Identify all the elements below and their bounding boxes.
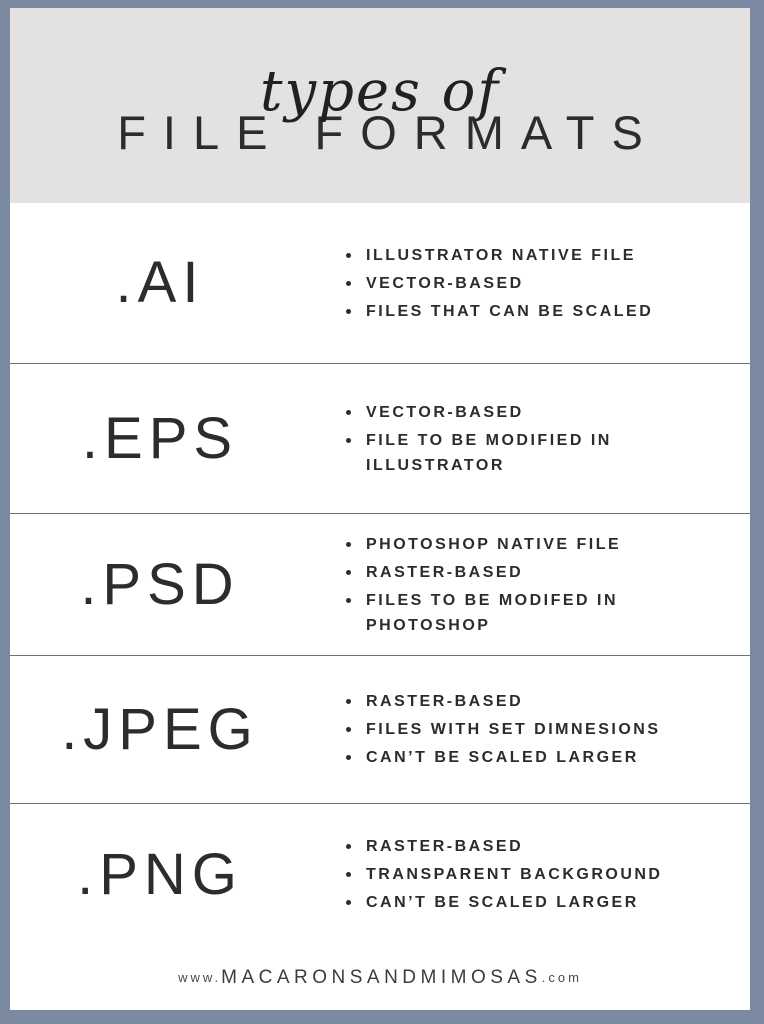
bullet-item [344,745,710,770]
bullet-item [344,428,710,478]
bullet-text: ILLUSTRATOR NATIVE FILE [366,246,636,264]
bullet-dot-icon [346,727,351,732]
bullet-item [344,560,710,585]
bullet-item [344,532,710,557]
bullet-item [344,890,710,915]
bullet-text: FILES WITH SET DIMNESIONS [366,721,661,738]
bullet-text: RASTER-BASED [366,838,524,855]
format-row-psd [10,513,750,655]
script-title: types of [259,59,501,125]
format-row-eps [10,363,750,513]
bullet-text: VECTOR-BASED [366,403,524,421]
bullet-dot-icon [346,281,351,286]
bullet-dot-icon [346,598,351,603]
bullet-dot-icon [346,900,351,905]
format-row-jpeg [10,655,750,803]
format-extension-jpeg: .JPEG [61,696,259,762]
bullet-item [344,834,710,859]
bullet-item [344,717,710,742]
bullet-text: CAN’T BE SCALED LARGER [366,894,639,911]
bullet-dot-icon [346,844,351,849]
bullet-text: FILE TO BE MODIFIED IN ILLUSTRATOR [366,431,612,474]
footer [10,945,750,1010]
bullet-text: VECTOR-BASED [366,274,524,292]
bullet-item [344,862,710,887]
bullet-dot-icon [346,755,351,760]
format-row-ai [10,203,750,363]
bullet-text: CAN’T BE SCALED LARGER [366,749,639,766]
bullet-item [344,271,710,296]
footer-url-suffix: .com [541,970,582,985]
format-bullets-psd [310,529,710,641]
footer-url-prefix: www. [178,970,222,985]
bullet-dot-icon [346,570,351,575]
format-row-png [10,803,750,945]
format-extension-eps: .EPS [81,405,239,471]
format-extension-png: .PNG [77,841,243,907]
bullet-item [344,299,710,324]
bullet-item [344,400,710,425]
footer-url-main: MACARONSANDMIMOSAS [221,966,542,988]
bullet-text: FILES THAT CAN BE SCALED [366,302,654,320]
bullet-dot-icon [346,309,351,314]
format-bullets-eps [310,397,710,481]
format-bullets-jpeg [310,686,710,773]
bullet-text: TRANSPARENT BACKGROUND [366,866,663,883]
bullet-item [344,243,710,268]
header [10,8,750,203]
bullet-dot-icon [346,872,351,877]
format-bullets-png [310,831,710,918]
bullet-dot-icon [346,542,351,547]
bullet-text: RASTER-BASED [366,563,524,581]
bullet-text: FILES TO BE MODIFED IN PHOTOSHOP [366,591,619,634]
bullet-dot-icon [346,410,351,415]
format-extension-psd: .PSD [80,551,240,617]
format-extension-ai: .AI [115,250,205,315]
bullet-dot-icon [346,699,351,704]
page-title: FILE FORMATS [117,106,660,160]
bullet-dot-icon [346,253,351,258]
bullet-text: RASTER-BASED [366,693,524,710]
format-bullets-ai [310,240,710,327]
bullet-item [344,588,710,638]
bullet-item [344,689,710,714]
bullet-dot-icon [346,438,351,443]
bullet-text: PHOTOSHOP NATIVE FILE [366,535,622,553]
